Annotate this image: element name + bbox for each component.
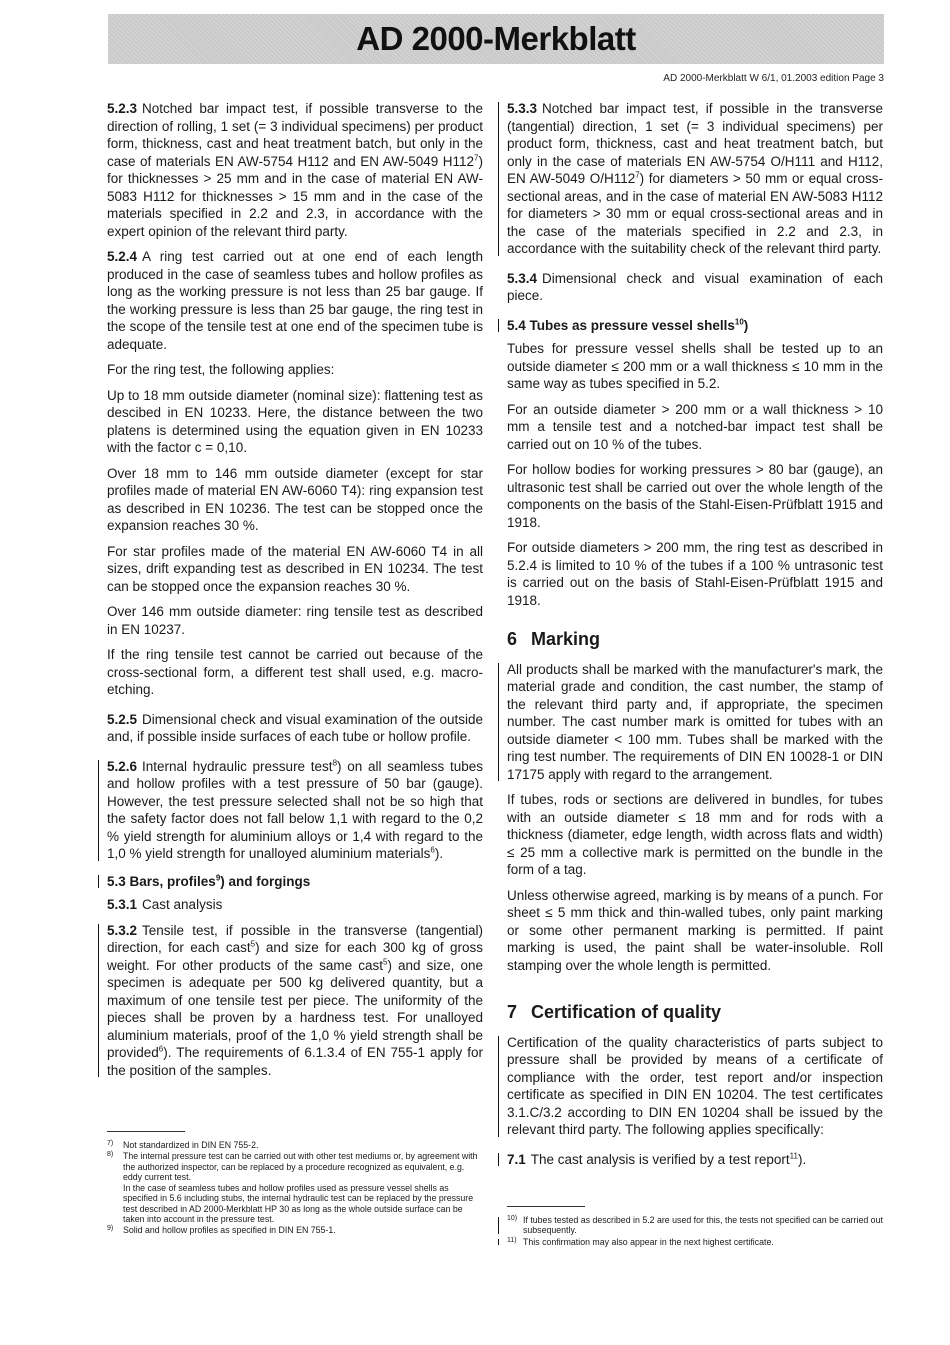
paragraph-5-3-1: 5.3.1 Cast analysis xyxy=(107,897,223,912)
left-column xyxy=(107,100,483,1087)
section-5-3-heading: 5.3 Bars, profiles$^9$) and forgings xyxy=(107,873,483,891)
paragraph-6-2: If tubes, rods or sections are delivered in bundles, for tubes with an outside diameter ≤ 18 mm and for rods with a thickness (diameter, edge length, width across flats and width) ≤ 25 mm a collective mark is permitted on the bundle in the form of a tag. xyxy=(507,792,883,877)
header-banner xyxy=(108,14,884,64)
footnote-7: 7) Not standardized in DIN EN 755-2. xyxy=(107,1140,259,1150)
paragraph-6-3: Unless otherwise agreed, marking is by means of a punch. For sheet ≤ 5 mm thick and thin-walled tubes, only paint marking or some other permanent marking is permitted. If paint marking is used, the paint shall be water-insoluble. Roll stamping over the whole length is permitted. xyxy=(507,887,883,973)
paragraph-5-3-2: 5.3.2 Tensile test, if possible in the transverse (tangential) direction, for each cast$^5$) and size for each 300 kg of gross weight. For other products of the same cast$^5$) and size, one specimen is adequate per 500 kg delivered quantity, but a maximum of one tensile test per piece. The uniformity of the pieces shall be proven by a hardness test. For unalloyed aluminium materials, proof of the 1,0 % yield strength shall be provided$^6$). The requirements of 6.1.3.4 of EN 755-1 apply for the position of the samples. xyxy=(107,922,483,1078)
footnote-10: 10) If tubes tested as described in 5.2 are used for this, the tests not specified can be carried out subsequently. xyxy=(507,1215,883,1236)
chapter-7-heading: 7 Certification of quality xyxy=(507,1002,722,1022)
paragraph-18-to-146: Over 18 mm to 146 mm outside diameter (except for star profiles made of material EN AW-6060 T4): ring expansion test as described in EN 10236. The test can be stopped once the expansion reaches 30 %. xyxy=(107,465,483,533)
footnote-11: 11) This confirmation may also appear in the next highest certificate. xyxy=(507,1237,883,1247)
banner-title: AD 2000-Merkblatt xyxy=(356,20,636,57)
footnotes-right xyxy=(507,1206,883,1248)
paragraph-5-4-4: For outside diameters > 200 mm, the ring test as described in 5.2.4 is limited to 10 % of the tubes if a 100 % untrasonic test is carried out on the basis of Stahl-Eisen-Prüfblatt 1915 and 1918. xyxy=(507,540,883,608)
footnote-9: 9) Solid and hollow profiles as specified in DIN EN 755-1. xyxy=(107,1225,336,1236)
paragraph-5-2-3: 5.2.3 Notched bar impact test, if possible transverse to the direction of rolling, 1 set (= 3 individual specimens) per product form, thickness, cast and heat treatment batch, but only in the case of materials EN AW-5754 H112 and EN AW-5049 $H112^7$) for thicknesses > 25 mm and in the case of material EN AW-5083 H112 for thicknesses > 15 mm and in the case of the materials specified in 2.2 and 2.3, in accordance with the expert opinion of the relevant third party. xyxy=(107,101,483,239)
footnotes-left xyxy=(107,1131,483,1237)
paragraph-ring-test: For the ring test, the following applies: xyxy=(107,362,335,377)
paragraph-5-2-6: 5.2.6 Internal hydraulic pressure test$^8$) on all seamless tubes and hollow profiles with a test pressure of 50 bar (gauge). However, the test pressure selected shall not be so high that the safety factor does not fall below 1,1 with regard to the 0,2 % yield strength for aluminium alloys or 1,4 with regard to the 1,0 % yield strength for unalloyed aluminium materials$^6$). xyxy=(107,758,483,861)
paragraph-up-to-18: Up to 18 mm outside diameter (nominal size): flattening test as descibed in EN 10233. Here, the distance between the two platens is determined using the equation given in EN 10233 with the factor c = 0,10. xyxy=(107,387,483,455)
section-5-4-heading: 5.4 Tubes as pressure vessel shells$^{10}$) xyxy=(507,317,883,335)
paragraph-6-1: All products shall be marked with the manufacturer's mark, the material grade and condition, the cast number, the stamp of the relevant third party and, if appropriate, the specimen number. The cast number mark is omitted for tubes with an outside diameter < 100 mm. Tubes shall be marked with the ring test number. The requirements of DIN EN 10028-1 or DIN 17175 apply with regard to the arrangement. xyxy=(507,661,883,782)
paragraph-7-1: 7.1 The cast analysis is verified by a test report$^{11}$). xyxy=(507,1151,883,1169)
paragraph-5-2-4: 5.2.4 A ring test carried out at one end of each length produced in the case of seamless tubes and hollow profiles as long as the working pressure is not less than 25 bar gauge. If the working pressure is less than 25 bar gauge, the ring test in the scope of the tensile test at one end of the specimen tube is adequate. xyxy=(107,249,483,352)
paragraph-7: Certification of the quality characteristics of parts subject to pressure shall be provided by means of a certificate of compliance with the order, test report and/or inspection certificate as specified in DIN EN 10204. The test certificates 3.1.C/3.2 according to DIN EN 10204 shall be issued by the relevant third party. The following applies specifically: xyxy=(507,1034,883,1137)
paragraph-5-3-4: 5.3.4 Dimensional check and visual examination of each piece. xyxy=(507,270,883,303)
paragraph-star-profiles: For star profiles made of the material EN AW-6060 T4 in all sizes, drift expanding test as described in EN 10234. The test can be stopped once the expansion reaches 30 %. xyxy=(107,543,483,594)
paragraph-5-4-3: For hollow bodies for working pressures > 80 bar (gauge), an ultrasonic test shall be carried out over the whole length of the components on the basis of the Stahl-Eisen-Prüfblatt 1915 and 1918. xyxy=(507,462,883,530)
footnote-rule xyxy=(107,1131,185,1132)
right-column xyxy=(507,100,883,1176)
paragraph-5-4-2: For an outside diameter > 200 mm or a wall thickness > 10 mm a tensile test and a notched-bar impact test shall be carried out on 10 % of the tubes. xyxy=(507,401,883,452)
footnote-8: 8) The internal pressure test can be carried out with other test mediums or, by agreement with the authorized inspector, can be replaced by a procedure recognized as equivalent, e.g. eddy current test. xyxy=(107,1151,478,1182)
paragraph-over-146: Over 146 mm outside diameter: ring tensile test as described in EN 10237. xyxy=(107,604,483,637)
footnote-8-continued: In the case of seamless tubes and hollow profiles used as pressure vessel shells as specified in 5.6 including stubs, the internal hydraulic test can be replaced by the pressure test described in AD 2000-Merkblatt HP 30 as long as the whole outside surface can be taken into account in the pressure test. xyxy=(123,1183,474,1225)
paragraph-5-4-1: Tubes for pressure vessel shells shall be tested up to an outside diameter ≤ 200 mm or a wall thickness ≤ 10 mm in the same way as tubes specified in 5.2. xyxy=(507,341,883,391)
page-info: AD 2000-Merkblatt W 6/1, 01.2003 edition Page 3 xyxy=(663,73,884,84)
footnote-rule xyxy=(507,1206,585,1207)
paragraph-if-ring: If the ring tensile test cannot be carried out because of the cross-sectional form, a different test shall used, e.g. macro-etching. xyxy=(107,647,483,697)
paragraph-5-2-5: 5.2.5 Dimensional check and visual examination of the outside and, if possible inside surfaces of each tube or hollow profile. xyxy=(107,711,483,744)
chapter-6-heading: 6 Marking xyxy=(507,629,601,649)
paragraph-5-3-3: 5.3.3 Notched bar impact test, if possible in the transverse (tangential) direction, 1 set (= 3 individual specimens) per product form, thickness, cast and heat treatment batch, but only in the case of materials EN AW-5754 O/H111 and H112, EN AW-5049 $O/H112^7$) for diameters > 50 mm or equal cross-sectional areas, and in the case of material EN AW-5083 H112 for diameters > 30 mm or equal cross-sectional areas and in the case of the materials specified in 2.2 and 2.3, in accordance with the suitability check of the relevant third party. xyxy=(507,101,883,256)
